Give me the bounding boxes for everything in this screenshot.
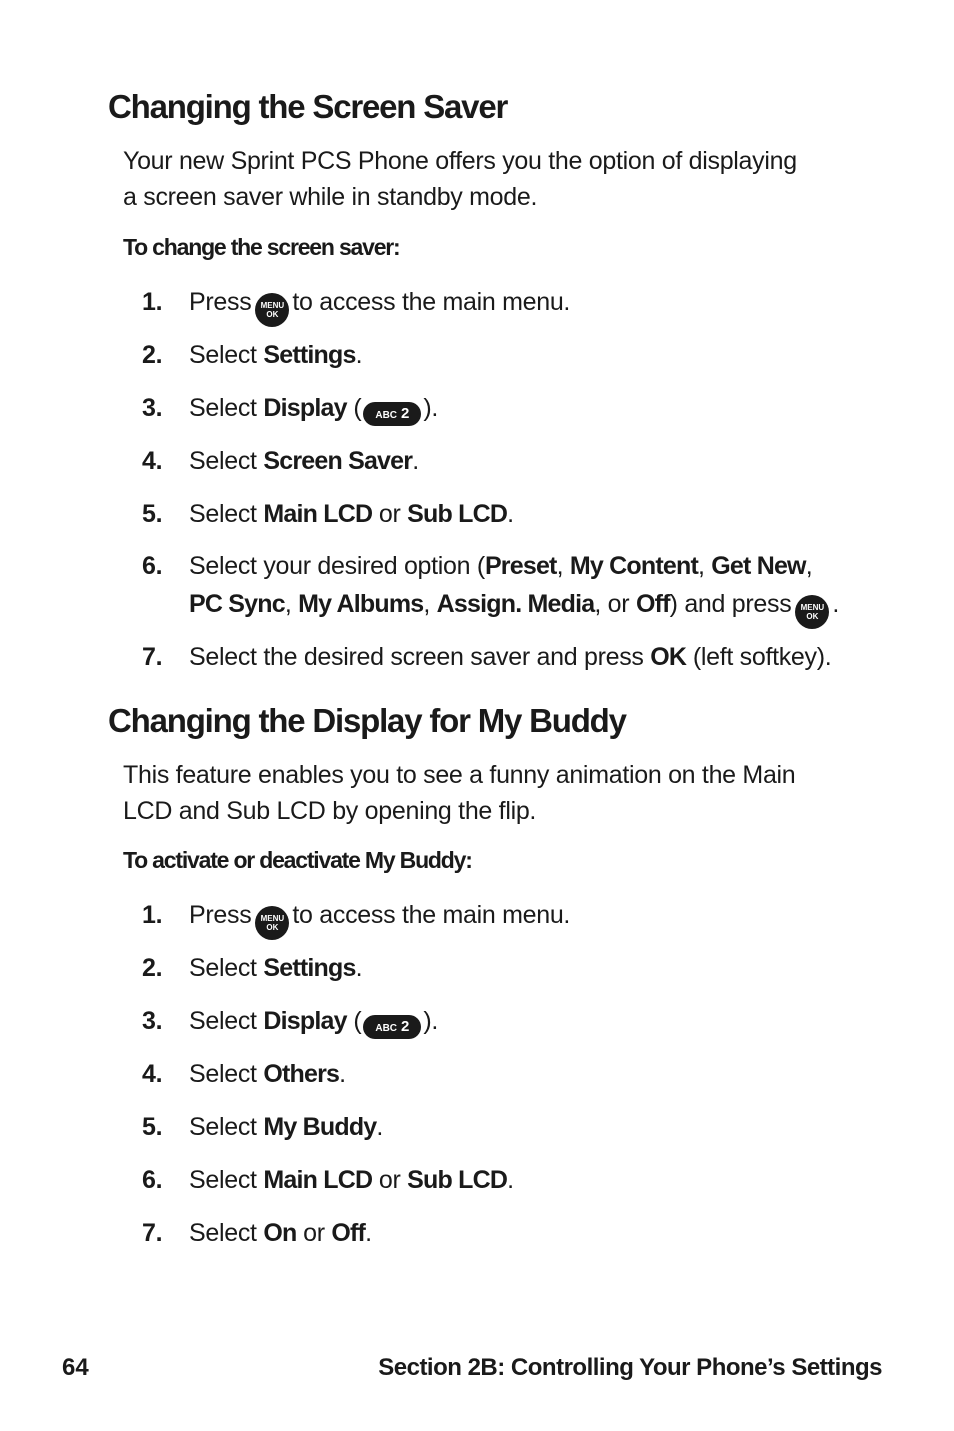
- intro-line: This feature enables you to see a funny animation on the Main: [123, 761, 796, 789]
- step-number: 7.: [142, 1219, 163, 1247]
- step-text: Select Display ( ABC 2 ).: [189, 389, 889, 427]
- step-text: Select Settings.: [189, 954, 363, 982]
- section-intro-screen-saver: [123, 143, 883, 215]
- step-text: Select Settings.: [189, 341, 363, 369]
- abc2-key-icon: ABC 2: [363, 402, 421, 426]
- menu-option-label: Main LCD: [263, 500, 373, 528]
- menu-option-label: Display: [263, 394, 347, 422]
- step-number: 5.: [142, 500, 163, 528]
- step-number: 1.: [142, 901, 163, 929]
- menu-option-label: My Albums: [298, 590, 424, 618]
- menu-option-label: Off: [331, 1219, 366, 1247]
- menu-option-label: Assign. Media: [436, 590, 595, 618]
- step-number: 2.: [142, 954, 163, 982]
- step-text: Select the desired screen saver and press OK (left softkey).: [189, 643, 832, 671]
- abc2-key-icon: ABC 2: [363, 1015, 421, 1039]
- step-text: Select your desired option (Preset, My Content, Get New, PC Sync, My Albums, Assign. Media, or Off) and press MENU OK .: [189, 547, 889, 629]
- intro-line: Your new Sprint PCS Phone offers you the option of displaying: [123, 147, 797, 175]
- menu-option-label: PC Sync: [189, 590, 285, 618]
- step-number: 4.: [142, 1060, 163, 1088]
- menu-ok-key-icon: MENU OK: [255, 906, 289, 940]
- step-text: Select Screen Saver.: [189, 447, 419, 475]
- procedure-lead-screen-saver: To change the screen saver:: [123, 234, 400, 260]
- step-number: 7.: [142, 643, 163, 671]
- menu-option-label: On: [263, 1219, 297, 1247]
- step-number: 5.: [142, 1113, 163, 1141]
- step-text: Press MENU OK to access the main menu.: [189, 896, 889, 940]
- menu-option-label: Sub LCD: [407, 500, 508, 528]
- menu-option-label: Settings: [263, 341, 356, 369]
- menu-option-label: Off: [635, 590, 670, 618]
- step-text: Select Others.: [189, 1060, 346, 1088]
- step-text: Select My Buddy.: [189, 1113, 384, 1141]
- menu-option-label: Screen Saver: [263, 447, 413, 475]
- running-footer-section-title: Section 2B: Controlling Your Phone’s Settings: [378, 1354, 882, 1381]
- step-text-part: to access the main menu.: [292, 288, 571, 316]
- section-intro-my-buddy: [123, 757, 883, 829]
- step-number: 6.: [142, 1166, 163, 1194]
- menu-option-label: Sub LCD: [407, 1166, 508, 1194]
- step-text: Select Main LCD or Sub LCD.: [189, 500, 514, 528]
- menu-ok-key-icon: MENU OK: [795, 595, 829, 629]
- section-title-my-buddy: Changing the Display for My Buddy: [108, 702, 626, 739]
- intro-line: a screen saver while in standby mode.: [123, 183, 538, 211]
- menu-option-label: Others: [263, 1060, 340, 1088]
- menu-option-label: My Content: [569, 552, 698, 580]
- step-number: 1.: [142, 288, 163, 316]
- step-text: Select On or Off.: [189, 1219, 372, 1247]
- step-text-part: Press: [189, 288, 252, 316]
- step-number: 6.: [142, 552, 163, 580]
- intro-line: LCD and Sub LCD by opening the flip.: [123, 797, 537, 825]
- page-number: 64: [62, 1354, 89, 1381]
- procedure-lead-my-buddy: To activate or deactivate My Buddy:: [123, 847, 472, 873]
- step-number: 3.: [142, 394, 163, 422]
- menu-option-label: Display: [263, 1007, 347, 1035]
- step-text: Select Display ( ABC 2 ).: [189, 1002, 889, 1040]
- step-number: 3.: [142, 1007, 163, 1035]
- menu-option-label: Settings: [263, 954, 356, 982]
- step-text: Select Main LCD or Sub LCD.: [189, 1166, 514, 1194]
- section-title-screen-saver: Changing the Screen Saver: [108, 88, 508, 125]
- menu-ok-key-icon: MENU OK: [255, 293, 289, 327]
- menu-option-label: OK: [650, 643, 687, 671]
- step-number: 4.: [142, 447, 163, 475]
- menu-option-label: Preset: [484, 552, 557, 580]
- menu-option-label: Get New: [711, 552, 806, 580]
- menu-option-label: My Buddy: [263, 1113, 377, 1141]
- step-number: 2.: [142, 341, 163, 369]
- menu-option-label: Main LCD: [263, 1166, 373, 1194]
- step-text: [189, 283, 889, 327]
